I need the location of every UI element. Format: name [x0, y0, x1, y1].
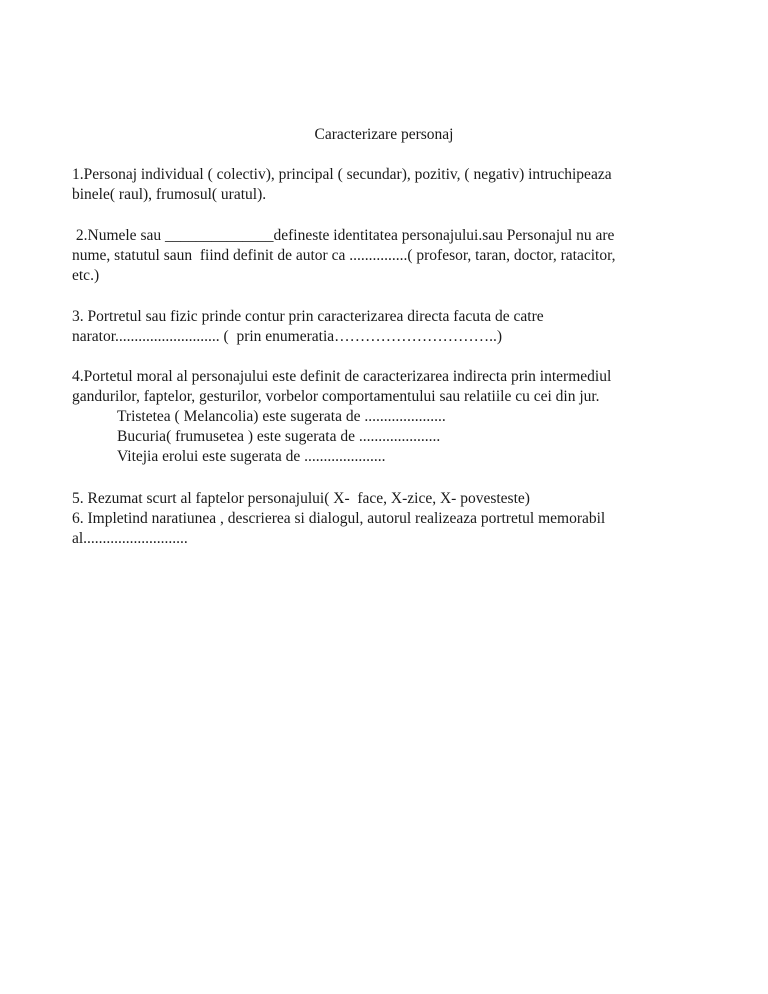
paragraph-1	[72, 165, 712, 205]
paragraph-4-line-2: gandurilor, faptelor, gesturilor, vorbelor comportamentului sau relatiile cu cei din jur.	[72, 388, 600, 405]
paragraph-2	[72, 226, 712, 286]
paragraph-4-line-1: 4.Portetul moral al personajului este definit de caracterizarea indirecta prin intermediul	[72, 368, 612, 385]
paragraph-4-item-2: Bucuria( frumusetea ) este sugerata de .....................	[117, 428, 441, 445]
document-title: Caracterizare personaj	[314, 126, 454, 143]
paragraph-1-line-2: binele( raul), frumosul( uratul).	[72, 186, 267, 203]
paragraph-4-item-1: Tristetea ( Melancolia) este sugerata de .....................	[117, 408, 446, 425]
paragraph-4-item-3: Vitejia erolui este sugerata de .....................	[117, 448, 386, 465]
paragraph-3	[72, 307, 712, 347]
paragraph-2-line-1: 2.Numele sau ______________defineste identitatea personajului.sau Personajul nu are	[72, 227, 615, 244]
paragraph-1-line-1: 1.Personaj individual ( colectiv), principal ( secundar), pozitiv, ( negativ) intruchipeaza	[72, 166, 612, 183]
paragraph-2-line-2: nume, statutul saun fiind definit de autor ca ...............( profesor, taran, doctor, ratacitor,	[72, 247, 616, 264]
paragraph-4	[72, 367, 712, 467]
paragraph-6-line-1: 6. Impletind naratiunea , descrierea si dialogul, autorul realizeaza portretul memorabil	[72, 510, 606, 527]
paragraph-6-line-2: al...........................	[72, 530, 188, 547]
paragraph-5-6	[72, 489, 712, 549]
paragraph-3-line-2: narator........................... ( prin enumeratia…………………………..)	[72, 328, 503, 345]
paragraph-2-line-3: etc.)	[72, 267, 100, 284]
paragraph-5-line: 5. Rezumat scurt al faptelor personajului( X- face, X-zice, X- povesteste)	[72, 490, 530, 507]
paragraph-3-line-1: 3. Portretul sau fizic prinde contur prin caracterizarea directa facuta de catre	[72, 308, 544, 325]
